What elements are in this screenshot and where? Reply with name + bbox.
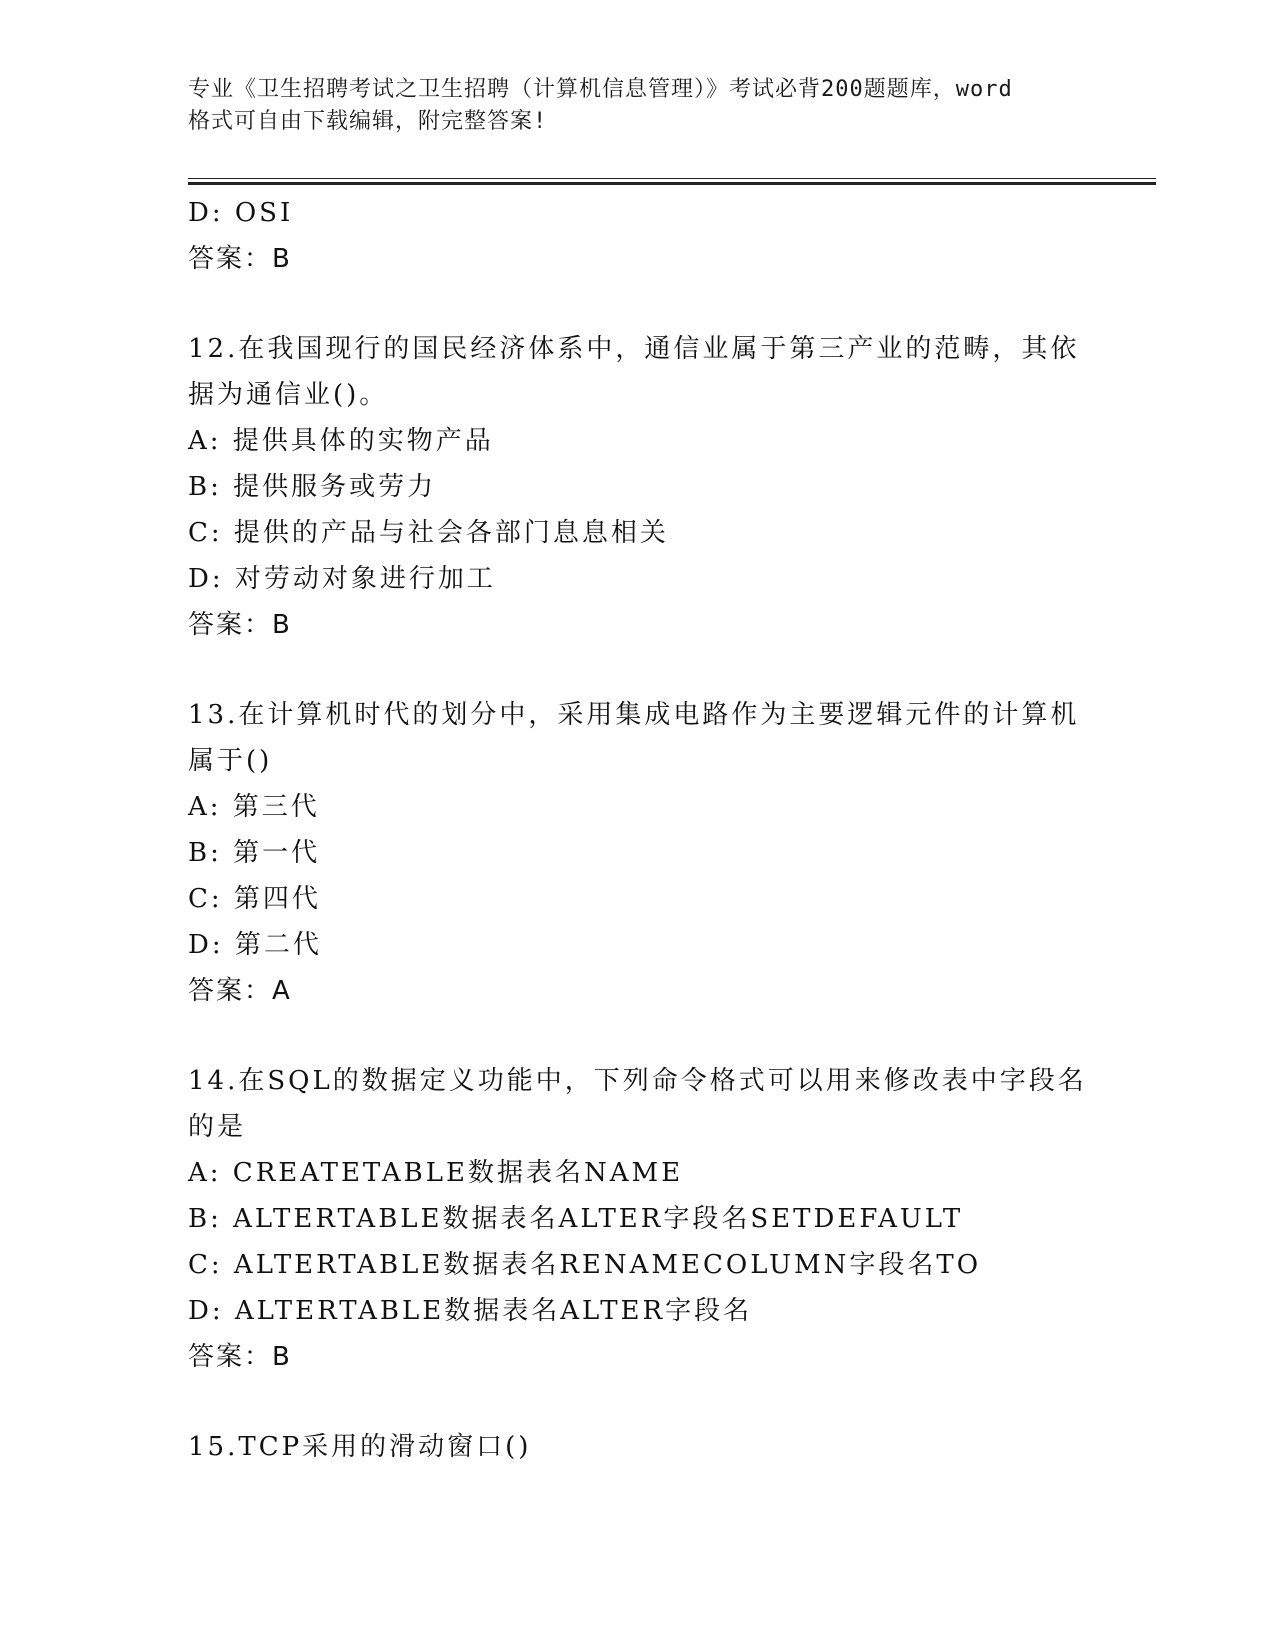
question-13 xyxy=(188,692,1088,1014)
option-b: B: 第一代 xyxy=(188,838,321,868)
option-a: A: CREATETABLE数据表名NAME xyxy=(188,1158,684,1188)
spacer xyxy=(188,1380,1088,1424)
option-c: C: 第四代 xyxy=(188,884,321,914)
question-stem: 14.在SQL的数据定义功能中，下列命令格式可以用来修改表中字段名 xyxy=(188,1066,1087,1096)
spacer xyxy=(188,648,1088,692)
header-divider-thick xyxy=(188,182,1156,185)
option-b: B: 提供服务或劳力 xyxy=(188,472,437,502)
option-a: A: 第三代 xyxy=(188,792,320,822)
option-c: C: 提供的产品与社会各部门息息相关 xyxy=(188,518,669,548)
header-divider-thin xyxy=(188,178,1156,179)
option-c: C: ALTERTABLE数据表名RENAMECOLUMN字段名TO xyxy=(188,1250,982,1280)
option-d: D: OSI xyxy=(188,198,294,228)
question-stem: 15.TCP采用的滑动窗口() xyxy=(188,1432,532,1462)
spacer xyxy=(188,282,1088,326)
question-stem-continued: 据为通信业()。 xyxy=(188,380,389,410)
option-d: D: ALTERTABLE数据表名ALTER字段名 xyxy=(188,1296,753,1326)
question-stem-continued: 的是 xyxy=(188,1112,247,1142)
spacer xyxy=(188,1014,1088,1058)
question-15 xyxy=(188,1424,1088,1470)
question-12 xyxy=(188,326,1088,648)
document-body xyxy=(188,190,1088,1470)
option-b: B: ALTERTABLE数据表名ALTER字段名SETDEFAULT xyxy=(188,1204,964,1234)
question-14 xyxy=(188,1058,1088,1380)
question-11-tail xyxy=(188,190,1088,282)
option-a: A: 提供具体的实物产品 xyxy=(188,426,494,456)
answer: 答案：B xyxy=(188,610,292,640)
option-d: D: 对劳动对象进行加工 xyxy=(188,564,496,594)
question-stem: 12.在我国现行的国民经济体系中，通信业属于第三产业的范畴，其依 xyxy=(188,334,1080,364)
header-line-2: 格式可自由下载编辑，附完整答案! xyxy=(188,109,548,134)
document-header xyxy=(188,74,1088,138)
answer: 答案：B xyxy=(188,244,292,274)
answer: 答案：A xyxy=(188,976,292,1006)
question-stem-continued: 属于() xyxy=(188,746,273,776)
answer: 答案：B xyxy=(188,1342,292,1372)
header-line-1: 专业《卫生招聘考试之卫生招聘（计算机信息管理）》考试必背200题题库，word xyxy=(188,77,1013,102)
option-d: D: 第二代 xyxy=(188,930,322,960)
question-stem: 13.在计算机时代的划分中，采用集成电路作为主要逻辑元件的计算机 xyxy=(188,700,1080,730)
